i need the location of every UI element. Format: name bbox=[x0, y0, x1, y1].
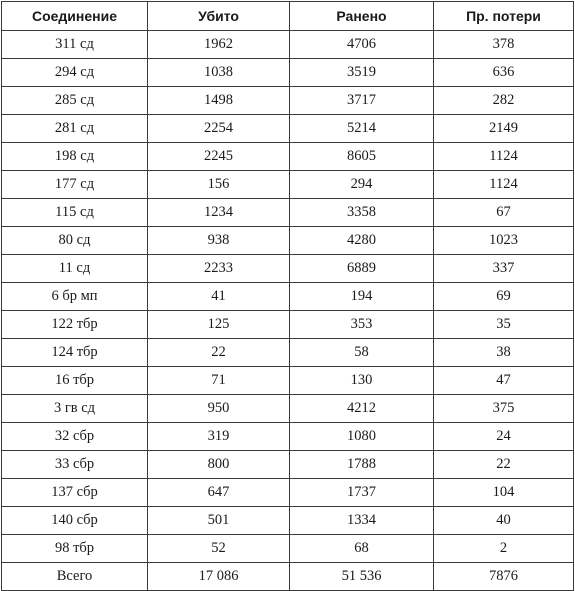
cell-wounded: 353 bbox=[290, 311, 434, 339]
cell-other-losses: 2149 bbox=[434, 115, 574, 143]
table-body bbox=[2, 31, 574, 591]
table-row bbox=[2, 535, 574, 563]
cell-other-losses: 282 bbox=[434, 87, 574, 115]
cell-unit: 80 сд bbox=[2, 227, 148, 255]
cell-killed: 1962 bbox=[148, 31, 290, 59]
cell-killed: 950 bbox=[148, 395, 290, 423]
cell-killed: 2245 bbox=[148, 143, 290, 171]
cell-other-losses: 67 bbox=[434, 199, 574, 227]
cell-other-losses: 1124 bbox=[434, 171, 574, 199]
cell-unit: 11 сд bbox=[2, 255, 148, 283]
cell-wounded: 194 bbox=[290, 283, 434, 311]
cell-wounded: 6889 bbox=[290, 255, 434, 283]
cell-killed: 1234 bbox=[148, 199, 290, 227]
cell-killed: 125 bbox=[148, 311, 290, 339]
cell-unit: 311 сд bbox=[2, 31, 148, 59]
header-killed: Убито bbox=[148, 2, 290, 31]
cell-other-losses: 22 bbox=[434, 451, 574, 479]
table-row bbox=[2, 311, 574, 339]
cell-wounded: 68 bbox=[290, 535, 434, 563]
cell-unit: 122 тбр bbox=[2, 311, 148, 339]
cell-wounded: 3519 bbox=[290, 59, 434, 87]
cell-other-losses: 40 bbox=[434, 507, 574, 535]
table-row bbox=[2, 87, 574, 115]
cell-killed: 41 bbox=[148, 283, 290, 311]
cell-other-losses: 35 bbox=[434, 311, 574, 339]
cell-unit: 124 тбр bbox=[2, 339, 148, 367]
cell-killed: 2254 bbox=[148, 115, 290, 143]
cell-other-losses: 2 bbox=[434, 535, 574, 563]
cell-unit: 6 бр мп bbox=[2, 283, 148, 311]
cell-wounded: 58 bbox=[290, 339, 434, 367]
cell-wounded: 3717 bbox=[290, 87, 434, 115]
cell-unit: 16 тбр bbox=[2, 367, 148, 395]
table-row bbox=[2, 199, 574, 227]
cell-other-losses: 47 bbox=[434, 367, 574, 395]
cell-other-losses: 1124 bbox=[434, 143, 574, 171]
header-wounded: Ранено bbox=[290, 2, 434, 31]
table-row bbox=[2, 171, 574, 199]
cell-killed: 17 086 bbox=[148, 563, 290, 591]
cell-killed: 2233 bbox=[148, 255, 290, 283]
cell-killed: 22 bbox=[148, 339, 290, 367]
cell-killed: 938 bbox=[148, 227, 290, 255]
cell-wounded: 1737 bbox=[290, 479, 434, 507]
cell-other-losses: 104 bbox=[434, 479, 574, 507]
table-row bbox=[2, 395, 574, 423]
cell-other-losses: 69 bbox=[434, 283, 574, 311]
losses-table-container bbox=[1, 1, 573, 584]
cell-wounded: 4212 bbox=[290, 395, 434, 423]
cell-unit: 198 сд bbox=[2, 143, 148, 171]
table-row bbox=[2, 143, 574, 171]
cell-wounded: 1334 bbox=[290, 507, 434, 535]
cell-killed: 319 bbox=[148, 423, 290, 451]
cell-unit: 294 сд bbox=[2, 59, 148, 87]
cell-wounded: 1080 bbox=[290, 423, 434, 451]
header-other-losses: Пр. потери bbox=[434, 2, 574, 31]
cell-killed: 52 bbox=[148, 535, 290, 563]
cell-other-losses: 636 bbox=[434, 59, 574, 87]
cell-wounded: 1788 bbox=[290, 451, 434, 479]
table-row bbox=[2, 283, 574, 311]
table-row bbox=[2, 563, 574, 591]
table-row bbox=[2, 115, 574, 143]
table-row bbox=[2, 451, 574, 479]
table-row bbox=[2, 227, 574, 255]
cell-killed: 647 bbox=[148, 479, 290, 507]
cell-unit: 281 сд bbox=[2, 115, 148, 143]
cell-wounded: 4280 bbox=[290, 227, 434, 255]
cell-other-losses: 1023 bbox=[434, 227, 574, 255]
table-row bbox=[2, 255, 574, 283]
cell-wounded: 3358 bbox=[290, 199, 434, 227]
cell-other-losses: 7876 bbox=[434, 563, 574, 591]
cell-killed: 501 bbox=[148, 507, 290, 535]
cell-wounded: 51 536 bbox=[290, 563, 434, 591]
table-row bbox=[2, 507, 574, 535]
cell-unit: 33 сбр bbox=[2, 451, 148, 479]
cell-unit: 137 сбр bbox=[2, 479, 148, 507]
cell-unit: 32 сбр bbox=[2, 423, 148, 451]
cell-killed: 1498 bbox=[148, 87, 290, 115]
cell-wounded: 4706 bbox=[290, 31, 434, 59]
cell-killed: 1038 bbox=[148, 59, 290, 87]
cell-unit: 98 тбр bbox=[2, 535, 148, 563]
cell-killed: 800 bbox=[148, 451, 290, 479]
cell-other-losses: 378 bbox=[434, 31, 574, 59]
cell-killed: 71 bbox=[148, 367, 290, 395]
cell-unit: 140 сбр bbox=[2, 507, 148, 535]
cell-wounded: 130 bbox=[290, 367, 434, 395]
cell-unit: 285 сд bbox=[2, 87, 148, 115]
table-row bbox=[2, 31, 574, 59]
cell-other-losses: 337 bbox=[434, 255, 574, 283]
table-row bbox=[2, 59, 574, 87]
cell-unit: 3 гв сд bbox=[2, 395, 148, 423]
table-row bbox=[2, 479, 574, 507]
cell-wounded: 294 bbox=[290, 171, 434, 199]
cell-unit: 177 сд bbox=[2, 171, 148, 199]
table-row bbox=[2, 423, 574, 451]
cell-unit: 115 сд bbox=[2, 199, 148, 227]
cell-other-losses: 38 bbox=[434, 339, 574, 367]
cell-other-losses: 24 bbox=[434, 423, 574, 451]
losses-table bbox=[1, 1, 574, 591]
table-header-row bbox=[2, 2, 574, 31]
cell-other-losses: 375 bbox=[434, 395, 574, 423]
table-row bbox=[2, 367, 574, 395]
cell-wounded: 8605 bbox=[290, 143, 434, 171]
cell-killed: 156 bbox=[148, 171, 290, 199]
cell-unit: Всего bbox=[2, 563, 148, 591]
cell-wounded: 5214 bbox=[290, 115, 434, 143]
header-unit: Соединение bbox=[2, 2, 148, 31]
table-row bbox=[2, 339, 574, 367]
